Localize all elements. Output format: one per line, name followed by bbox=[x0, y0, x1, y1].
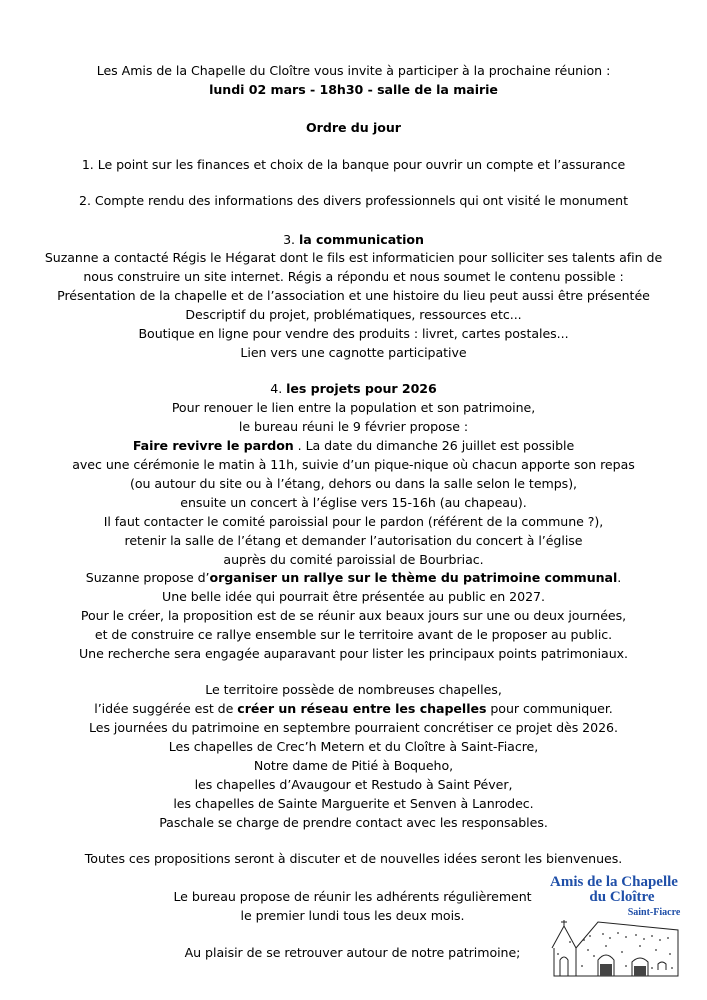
item4-line: ensuite un concert à l’église vers 15-16h (au chapeau). bbox=[180, 495, 527, 510]
item3-line: Boutique en ligne pour vendre des produits : livret, cartes postales... bbox=[138, 326, 569, 341]
item3-line: Lien vers une cagnotte participative bbox=[240, 345, 467, 360]
item3-line: Présentation de la chapelle et de l’association et une histoire du lieu peut aussi être présentée bbox=[57, 288, 650, 303]
logo-line-2: du Cloître bbox=[589, 889, 655, 905]
sketch-shading bbox=[557, 932, 673, 976]
pardon-line: Faire revivre le pardon . La date du dimanche 26 juillet est possible bbox=[132, 438, 575, 453]
item4-line: les chapelles de Sainte Marguerite et Senven à Lanrodec. bbox=[173, 796, 534, 811]
item4-line: Les journées du patrimoine en septembre pourraient concrétiser ce projet dès 2026. bbox=[89, 720, 618, 735]
item4-line: Une belle idée qui pourrait être présentée au public en 2027. bbox=[162, 589, 545, 604]
item4-line: Pour renouer le lien entre la population et son patrimoine, bbox=[171, 400, 536, 415]
closing-bureau: Le bureau propose de réunir les adhérents régulièrement bbox=[173, 889, 532, 904]
association-logo bbox=[548, 870, 686, 982]
chapel-cross bbox=[561, 920, 567, 926]
item4-line: retenir la salle de l’étang et demander l’autorisation du concert à l’église bbox=[124, 533, 583, 548]
chapel-logo-graphic bbox=[548, 870, 686, 982]
item4-line: Paschale se charge de prendre contact avec les responsables. bbox=[159, 815, 548, 830]
agenda-item-1: 1. Le point sur les finances et choix de la banque pour ouvrir un compte et l’assurance bbox=[81, 157, 626, 172]
item3-line: Descriptif du projet, problématiques, ressources etc... bbox=[185, 307, 522, 322]
item4-line: le bureau réuni le 9 février propose : bbox=[238, 419, 469, 434]
item4-line: auprès du comité paroissial de Bourbriac. bbox=[223, 552, 484, 567]
logo-line-3: Saint-Fiacre bbox=[627, 907, 681, 918]
meeting-date: lundi 02 mars - 18h30 - salle de la mairie bbox=[209, 82, 498, 97]
chapel-gable bbox=[552, 926, 576, 948]
item4-line: avec une cérémonie le matin à 11h, suivie d’un pique-nique où chacun apporte son repas bbox=[72, 457, 635, 472]
item4-line: Les chapelles de Crec’h Metern et du Cloître à Saint-Fiacre, bbox=[168, 739, 539, 754]
item3-line: Suzanne a contacté Régis le Hégarat dont le fils est informaticien pour solliciter ses talents afin de bbox=[44, 250, 663, 265]
chapel-door bbox=[560, 957, 568, 976]
item4-line: Pour le créer, la proposition est de se réunir aux beaux jours sur une ou deux journées, bbox=[80, 608, 627, 623]
item4-line: les chapelles d’Avaugour et Restudo à Saint Péver, bbox=[194, 777, 513, 792]
reseau-line: l’idée suggérée est de créer un réseau entre les chapelles pour communiquer. bbox=[94, 701, 613, 716]
item4-line: Le territoire possède de nombreuses chapelles, bbox=[205, 682, 502, 697]
logo-line-1: Amis de la Chapelle bbox=[550, 874, 678, 890]
agenda-item-3-title: 3. la communication bbox=[283, 232, 424, 247]
agenda-item-4-title: 4. les projets pour 2026 bbox=[270, 381, 437, 396]
item4-line: Il faut contacter le comité paroissial pour le pardon (référent de la commune ?), bbox=[103, 514, 604, 529]
item4-line: (ou autour du site ou à l’étang, dehors ou dans la salle selon le temps), bbox=[129, 476, 578, 491]
item4-line: Notre dame de Pitié à Boqueho, bbox=[253, 758, 454, 773]
closing-bureau: le premier lundi tous les deux mois. bbox=[240, 908, 465, 923]
agenda-title: Ordre du jour bbox=[306, 120, 401, 135]
closing-propositions: Toutes ces propositions seront à discuter et de nouvelles idées seront les bienvenues. bbox=[84, 851, 623, 866]
chapel-window bbox=[658, 962, 666, 970]
chapel-roof bbox=[576, 922, 678, 962]
agenda-item-2: 2. Compte rendu des informations des divers professionnels qui ont visité le monument bbox=[79, 193, 628, 208]
item3-line: nous construire un site internet. Régis a répondu et nous soumet le contenu possible : bbox=[83, 269, 624, 284]
closing-final: Au plaisir de se retrouver autour de notre patrimoine; bbox=[184, 945, 521, 960]
item4-line: Une recherche sera engagée auparavant pour lister les principaux points patrimoniaux. bbox=[78, 646, 629, 661]
chapel-walls bbox=[554, 948, 678, 976]
invitation-text: Les Amis de la Chapelle du Cloître vous invite à participer à la prochaine réunion : bbox=[96, 63, 611, 78]
item4-line: et de construire ce rallye ensemble sur le territoire avant de le proposer au public. bbox=[94, 627, 613, 642]
rallye-line: Suzanne propose d’organiser un rallye sur le thème du patrimoine communal. bbox=[85, 570, 622, 585]
chapel-sketch bbox=[552, 920, 678, 976]
